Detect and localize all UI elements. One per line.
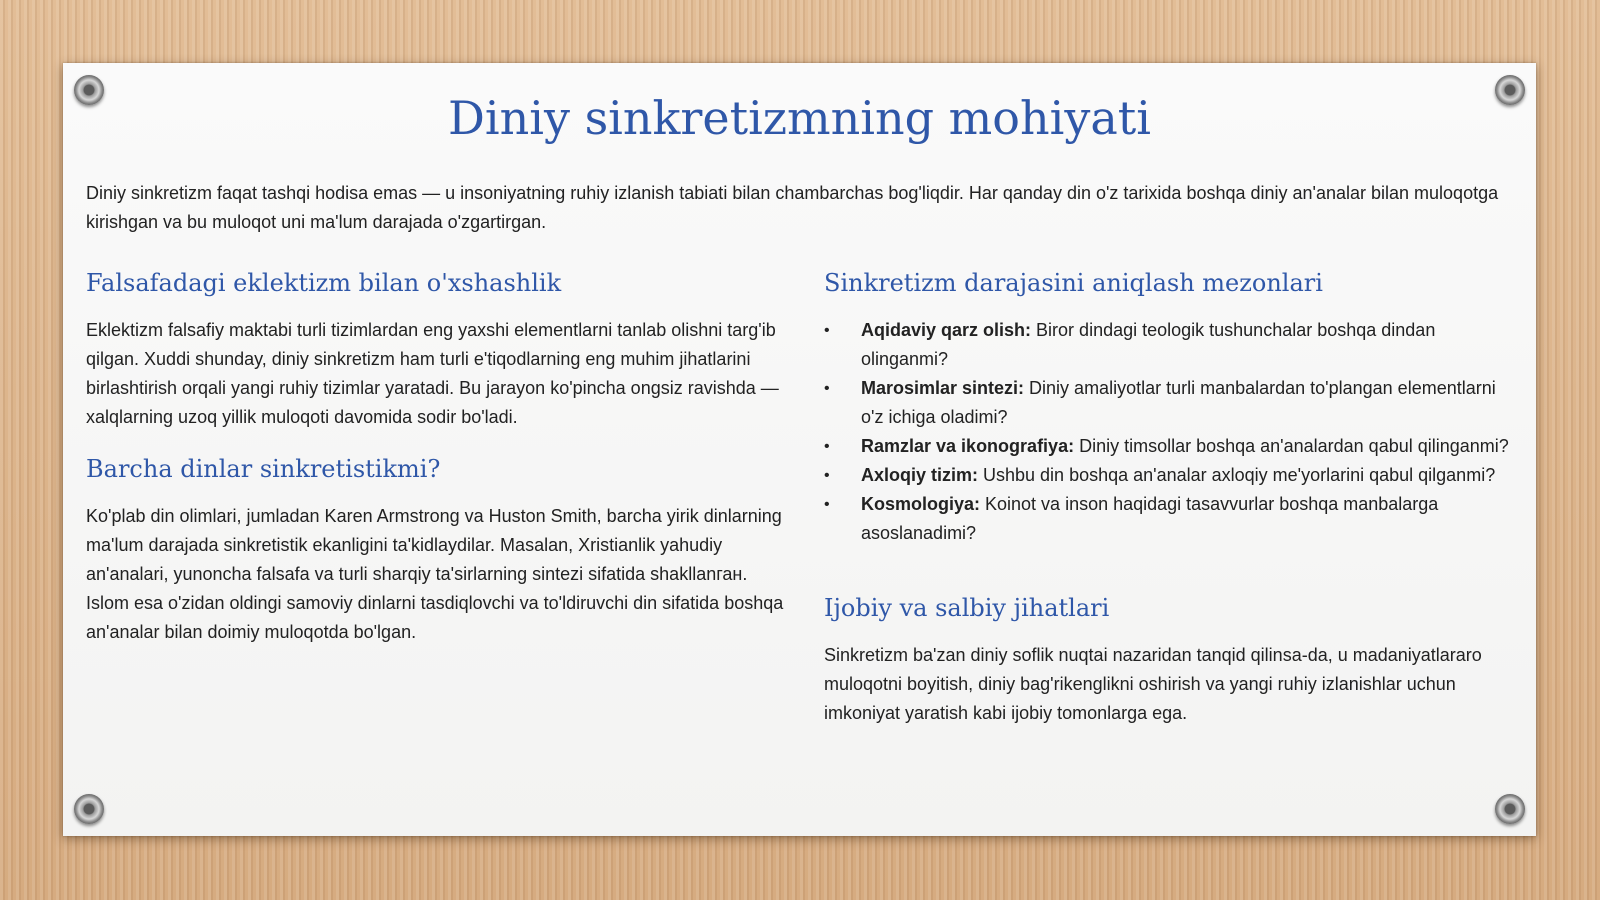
criteria-list <box>824 316 1514 548</box>
pushpin-icon <box>1495 794 1525 824</box>
page-title: Diniy sinkretizmning mohiyati <box>448 91 1151 145</box>
section-text-all-religions: Ko'plab din olimlari, jumladan Karen Armstrong va Huston Smith, barcha yirik dinlarning ma'lum darajada sinkretistik ekanligini ta'kidlaydilar. Masalan, Xristianlik yahudiy an'analari, yunoncha falsafa va turli sharqiy ta'sirlarning sintezi sifatida shakllanган. Islom esa o'zidan oldingi samoviy dinlarni tasdiqlovchi va to'ldiruvchi din sifatida boshqa an'analar bilan doimiy muloqotda bo'lgan. <box>86 506 784 642</box>
pushpin-icon <box>74 794 104 824</box>
criterion-term: Axloqiy tizim: <box>861 465 979 485</box>
bullet-icon: • <box>824 496 830 513</box>
list-item <box>824 432 1514 461</box>
section-text-eclecticism: Eklektizm falsafiy maktabi turli tizimlardan eng yaxshi elementlarni tanlab olishni targ'ib qilgan. Xuddi shunday, diniy sinkretizm ham turli e'tiqodlarning eng muhim jihatlarini birlashtirish orqali yangi ruhiy tizimlar yaratadi. Bu jarayon ko'pincha ongsiz ravishda — xalqlarning uzoq yillik muloqoti davomida sodir bo'ladi. <box>86 320 779 427</box>
spacer <box>824 548 1514 593</box>
section-text-pros-cons: Sinkretizm ba'zan diniy soflik nuqtai nazaridan tanqid qilinsa-da, u madaniyatlararo muloqotni boyitish, diniy bag'rikenglikni oshirish va yangi ruhiy izlanishlar uchun imkoniyat yaratish kabi ijobiy tomonlarga ega. <box>824 645 1482 723</box>
section-heading-all-religions: Barcha dinlar sinkretistikmi? <box>86 455 441 483</box>
intro-paragraph: Diniy sinkretizm faqat tashqi hodisa emas — u insoniyatning ruhiy izlanish tabiati bilan chambarchas bog'liqdir. Har qanday din o'z tarixida boshqa diniy an'analar bilan muloqotga kirishgan va bu muloqot uni ma'lum darajada o'zgartirgan. <box>86 183 1499 232</box>
list-item <box>824 490 1514 548</box>
criterion-text: Biror dindagi teologik tushunchalar boshqa dindan olinganmi? <box>861 320 1436 369</box>
criterion-text: Koinot va inson haqidagi tasavvurlar boshqa manbalarga asoslanadimi? <box>861 494 1439 543</box>
criterion-term: Marosimlar sintezi: <box>861 378 1025 398</box>
criterion-text: Ushbu din boshqa an'analar axloqiy me'yorlarini qabul qilganmi? <box>978 465 1496 485</box>
criterion-term: Aqidaviy qarz olish: <box>861 320 1032 340</box>
criterion-term: Ramzlar va ikonografiya: <box>861 436 1075 456</box>
right-column <box>824 268 1514 750</box>
section-heading-eclecticism: Falsafadagi eklektizm bilan o'xshashlik <box>86 269 562 297</box>
section-heading-pros-cons: Ijobiy va salbiy jihatlari <box>824 594 1110 622</box>
list-item <box>824 461 1514 490</box>
bullet-icon: • <box>824 438 830 455</box>
section-heading-criteria: Sinkretizm darajasini aniqlash mezonlari <box>824 269 1323 297</box>
bullet-icon: • <box>824 380 830 397</box>
criterion-text: Diniy timsollar boshqa an'analardan qabul qilinganmi? <box>1074 436 1509 456</box>
list-item <box>824 374 1514 432</box>
bullet-icon: • <box>824 322 830 339</box>
left-column <box>86 268 786 669</box>
criterion-text: Diniy amaliyotlar turli manbalardan to'plangan elementlarni o'z ichiga oladimi? <box>861 378 1496 427</box>
list-item <box>824 316 1514 374</box>
criterion-term: Kosmologiya: <box>861 494 981 514</box>
slide-board <box>63 63 1536 836</box>
bullet-icon: • <box>824 467 830 484</box>
